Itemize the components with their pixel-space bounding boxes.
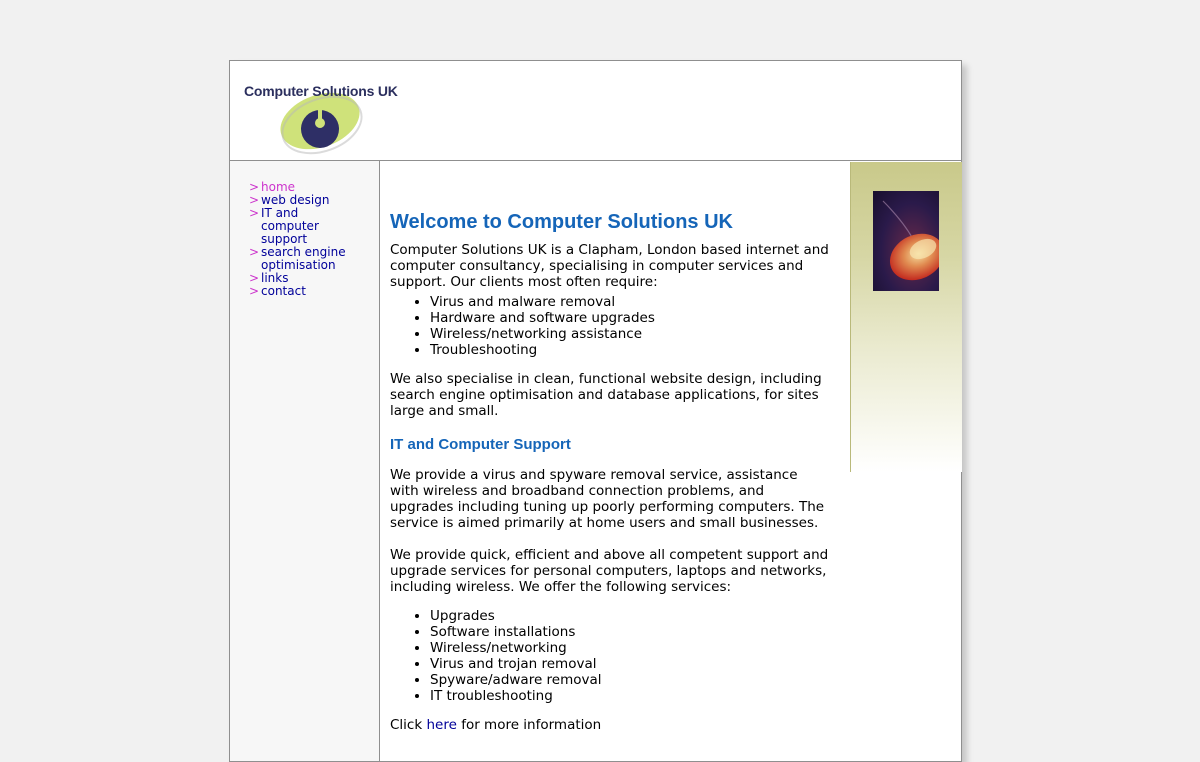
nav-marker: > — [249, 284, 260, 298]
nav-link-web-design[interactable]: web design — [261, 193, 330, 207]
nav-marker: > — [249, 271, 260, 285]
more-info-suffix: for more information — [461, 717, 602, 733]
web-design-paragraph: We also specialise in clean, functional website design, including search engine optimisation and database applications, for sites large and small. — [390, 371, 822, 419]
logo-text: Computer Solutions UK — [244, 83, 398, 99]
nav-item-it-support[interactable] — [249, 207, 359, 246]
page-container — [229, 60, 962, 762]
list-item: • Wireless/networking — [430, 640, 830, 656]
nav-marker: > — [249, 193, 260, 207]
list-item: • Spyware/adware removal — [430, 672, 830, 688]
requirements-list — [390, 294, 830, 358]
services-list — [390, 608, 830, 704]
more-info-link[interactable]: here — [426, 717, 457, 733]
list-item: • IT troubleshooting — [430, 688, 830, 704]
site-header — [230, 61, 961, 161]
more-info-line — [390, 717, 830, 733]
page-title: Welcome to Computer Solutions UK — [390, 211, 733, 233]
intro-paragraph: Computer Solutions UK is a Clapham, London based internet and computer consultancy, specialising in computer services and support. Our clients most often require: — [390, 242, 829, 290]
main-content — [390, 161, 830, 733]
it-paragraph-2: We provide quick, efficient and above all competent support and upgrade services for personal computers, laptops and networks, including wireless. We offer the following services: — [390, 547, 829, 595]
nav-link-links[interactable]: links — [261, 271, 289, 285]
list-item: • Virus and trojan removal — [430, 656, 830, 672]
nav-link-home[interactable]: home — [261, 180, 296, 194]
nav-marker: > — [249, 245, 260, 259]
nav-marker: > — [249, 180, 260, 194]
site-logo[interactable] — [242, 73, 402, 157]
nav-link-seo[interactable]: search engine optimisation — [261, 245, 346, 272]
nav-link-contact[interactable]: contact — [261, 284, 306, 298]
list-item: • Upgrades — [430, 608, 830, 624]
nav-item-contact[interactable] — [249, 285, 359, 298]
decorative-side-panel — [848, 162, 962, 472]
list-item: • Virus and malware removal — [430, 294, 830, 310]
nav-link-it-support[interactable]: IT and computer support — [261, 206, 319, 246]
more-info-prefix: Click — [390, 717, 423, 733]
list-item: • Troubleshooting — [430, 342, 830, 358]
main-nav — [249, 181, 359, 298]
it-paragraph-1: We provide a virus and spyware removal service, assistance with wireless and broadband connection problems, and upgrades including tuning up poorly performing computers. The service is aimed primarily at home users and small businesses. — [390, 467, 825, 531]
nav-marker: > — [249, 206, 260, 220]
list-item: • Hardware and software upgrades — [430, 310, 830, 326]
nav-item-seo[interactable] — [249, 246, 359, 272]
computer-mouse-photo-icon — [873, 191, 939, 291]
sidebar — [230, 161, 380, 761]
it-support-heading: IT and Computer Support — [390, 436, 571, 453]
list-item: • Wireless/networking assistance — [430, 326, 830, 342]
list-item: • Software installations — [430, 624, 830, 640]
